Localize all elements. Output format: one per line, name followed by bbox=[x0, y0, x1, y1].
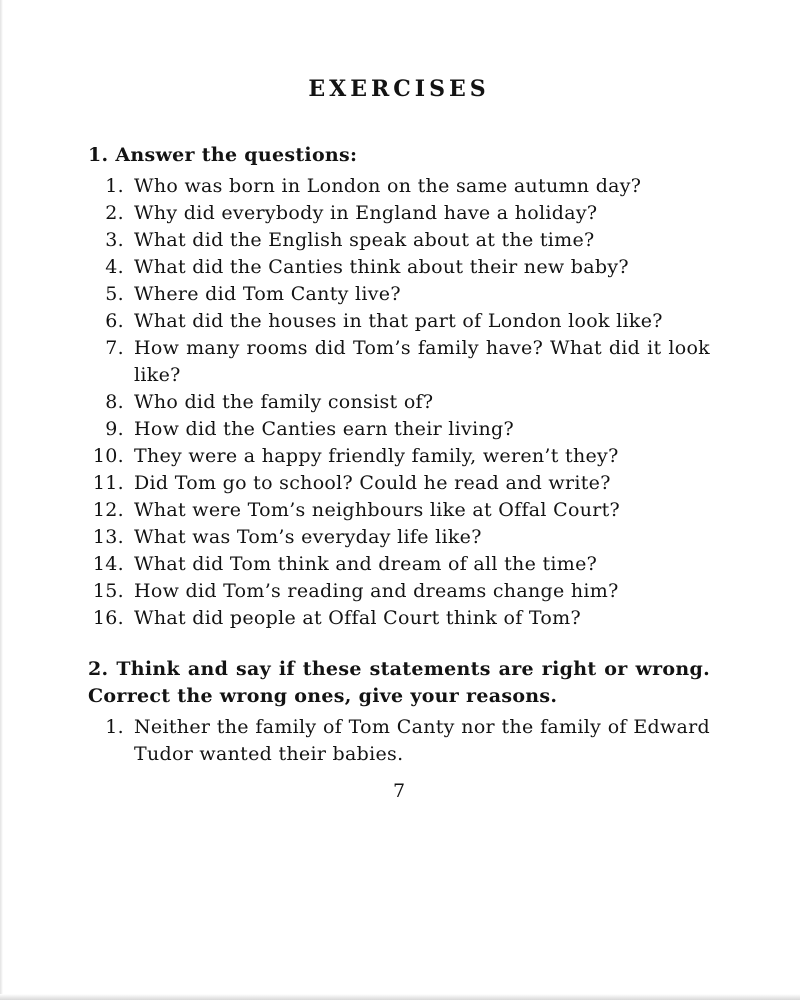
question-item bbox=[88, 578, 710, 605]
question-number: 11. bbox=[92, 472, 124, 494]
section-answer-questions bbox=[88, 142, 710, 632]
question-number: 16. bbox=[92, 607, 124, 629]
question-item bbox=[88, 605, 710, 632]
question-item bbox=[88, 281, 710, 308]
question-item bbox=[88, 389, 710, 416]
question-number: 15. bbox=[92, 580, 124, 602]
question-item bbox=[88, 497, 710, 524]
section-gap bbox=[88, 634, 710, 656]
statement-number: 1. bbox=[105, 716, 124, 738]
question-number: 1. bbox=[105, 175, 124, 197]
statement-item bbox=[88, 714, 710, 768]
question-text: Why did everybody in England have a holiday? bbox=[134, 202, 598, 224]
question-item bbox=[88, 551, 710, 578]
statement-text: Neither the family of Tom Canty nor the family of Edward Tudor wanted their babies. bbox=[134, 716, 710, 765]
question-item bbox=[88, 227, 710, 254]
page-title: EXERCISES bbox=[308, 76, 490, 102]
question-item bbox=[88, 173, 710, 200]
question-text: Did Tom go to school? Could he read and write? bbox=[134, 472, 611, 494]
question-number: 6. bbox=[105, 310, 124, 332]
question-text: What did people at Offal Court think of Tom? bbox=[134, 607, 581, 629]
question-number: 10. bbox=[92, 445, 124, 467]
section-right-or-wrong bbox=[88, 656, 710, 768]
question-item bbox=[88, 254, 710, 281]
question-text: How did Tom’s reading and dreams change him? bbox=[134, 580, 619, 602]
scan-edge-left bbox=[0, 0, 3, 1000]
question-text: What did the English speak about at the time? bbox=[134, 229, 595, 251]
question-item bbox=[88, 308, 710, 335]
question-number: 8. bbox=[105, 391, 124, 413]
question-item bbox=[88, 200, 710, 227]
question-text: They were a happy friendly family, weren’t they? bbox=[134, 445, 619, 467]
question-text: What did Tom think and dream of all the time? bbox=[134, 553, 598, 575]
question-item bbox=[88, 470, 710, 497]
question-text: What were Tom’s neighbours like at Offal Court? bbox=[134, 499, 621, 521]
question-text: What did the houses in that part of London look like? bbox=[134, 310, 663, 332]
question-item bbox=[88, 443, 710, 470]
question-item bbox=[88, 416, 710, 443]
page-number: 7 bbox=[392, 780, 406, 802]
question-text: What was Tom’s everyday life like? bbox=[134, 526, 482, 548]
statement-list bbox=[88, 714, 710, 768]
question-item bbox=[88, 524, 710, 551]
question-list bbox=[88, 173, 710, 632]
section2-heading: 2. Think and say if these statements are right or wrong. Correct the wrong ones, give your reasons. bbox=[88, 658, 710, 707]
question-text: Who was born in London on the same autumn day? bbox=[134, 175, 642, 197]
question-number: 3. bbox=[105, 229, 124, 251]
scan-edge-bottom bbox=[0, 994, 800, 1000]
question-number: 4. bbox=[105, 256, 124, 278]
question-number: 2. bbox=[105, 202, 124, 224]
question-text: How many rooms did Tom’s family have? What did it look like? bbox=[134, 337, 710, 386]
question-number: 13. bbox=[92, 526, 124, 548]
question-text: Where did Tom Canty live? bbox=[134, 283, 401, 305]
question-number: 7. bbox=[105, 337, 124, 359]
question-number: 12. bbox=[92, 499, 124, 521]
question-text: Who did the family consist of? bbox=[134, 391, 434, 413]
question-number: 9. bbox=[105, 418, 124, 440]
question-text: How did the Canties earn their living? bbox=[134, 418, 514, 440]
question-text: What did the Canties think about their new baby? bbox=[134, 256, 629, 278]
question-number: 14. bbox=[92, 553, 124, 575]
question-number: 5. bbox=[105, 283, 124, 305]
section1-heading: 1. Answer the questions: bbox=[88, 144, 358, 166]
question-item bbox=[88, 335, 710, 389]
